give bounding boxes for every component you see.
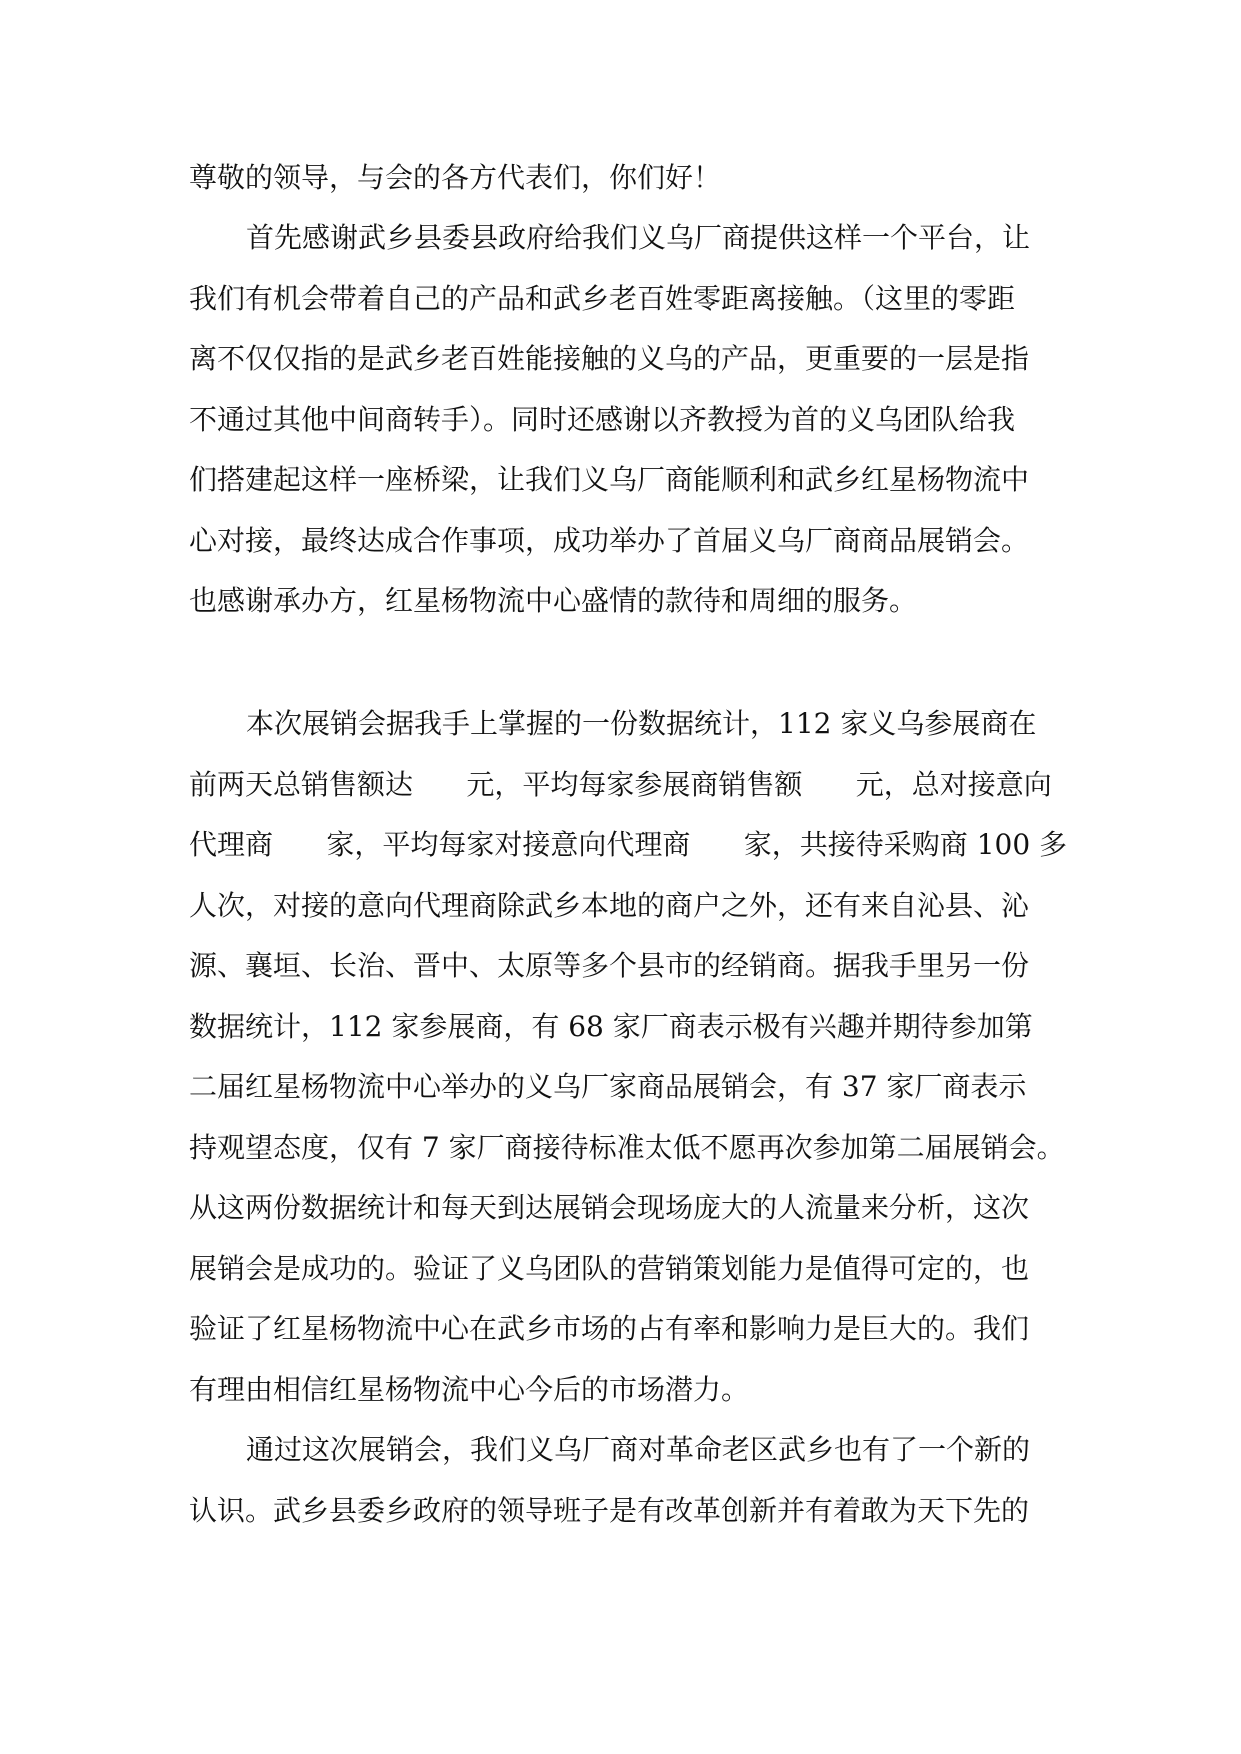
text-line: 本次展销会据我手上掌握的一份数据统计，112 家义乌参展商在 — [246, 707, 1037, 740]
text-line: 也感谢承办方，红星杨物流中心盛情的款待和周细的服务。 — [189, 584, 918, 617]
text-line: 通过这次展销会，我们义乌厂商对革命老区武乡也有了一个新的 — [246, 1433, 1031, 1466]
text-line: 人次，对接的意向代理商除武乡本地的商户之外，还有来自沁县、沁 — [189, 889, 1030, 922]
text-line: 前两天总销售额达 元，平均每家参展商销售额 元，总对接意向 — [189, 768, 1052, 801]
text-line: 数据统计，112 家参展商，有 68 家厂商表示极有兴趣并期待参加第 — [189, 1010, 1033, 1043]
text-line: 尊敬的领导，与会的各方代表们，你们好！ — [189, 161, 722, 194]
text-line: 源、襄垣、长治、晋中、太原等多个县市的经销商。据我手里另一份 — [189, 949, 1030, 982]
text-line: 心对接，最终达成合作事项，成功举办了首届义乌厂商商品展销会。 — [189, 524, 1030, 557]
text-line: 展销会是成功的。验证了义乌团队的营销策划能力是值得可定的，也 — [189, 1252, 1030, 1285]
text-line: 我们有机会带着自己的产品和武乡老百姓零距离接触。（这里的零距 — [189, 282, 1016, 315]
text-line: 不通过其他中间商转手）。同时还感谢以齐教授为首的义乌团队给我 — [189, 403, 1016, 436]
text-line: 们搭建起这样一座桥梁，让我们义乌厂商能顺利和武乡红星杨物流中 — [189, 463, 1030, 496]
text-line: 有理由相信红星杨物流中心今后的市场潜力。 — [189, 1373, 750, 1406]
text-line: 从这两份数据统计和每天到达展销会现场庞大的人流量来分析，这次 — [189, 1191, 1030, 1224]
text-line: 离不仅仅指的是武乡老百姓能接触的义乌的产品，更重要的一层是指 — [189, 342, 1030, 375]
text-line: 验证了红星杨物流中心在武乡市场的占有率和影响力是巨大的。我们 — [189, 1312, 1030, 1345]
text-line: 二届红星杨物流中心举办的义乌厂家商品展销会，有 37 家厂商表示 — [189, 1070, 1027, 1103]
text-line: 代理商 家，平均每家对接意向代理商 家，共接待采购商 100 多 — [189, 828, 1068, 861]
text-line: 首先感谢武乡县委县政府给我们义乌厂商提供这样一个平台，让 — [246, 221, 1031, 254]
text-line: 认识。武乡县委乡政府的领导班子是有改革创新并有着敢为天下先的 — [189, 1494, 1030, 1527]
text-line: 持观望态度，仅有 7 家厂商接待标准太低不愿再次参加第二届展销会。 — [189, 1131, 1065, 1164]
